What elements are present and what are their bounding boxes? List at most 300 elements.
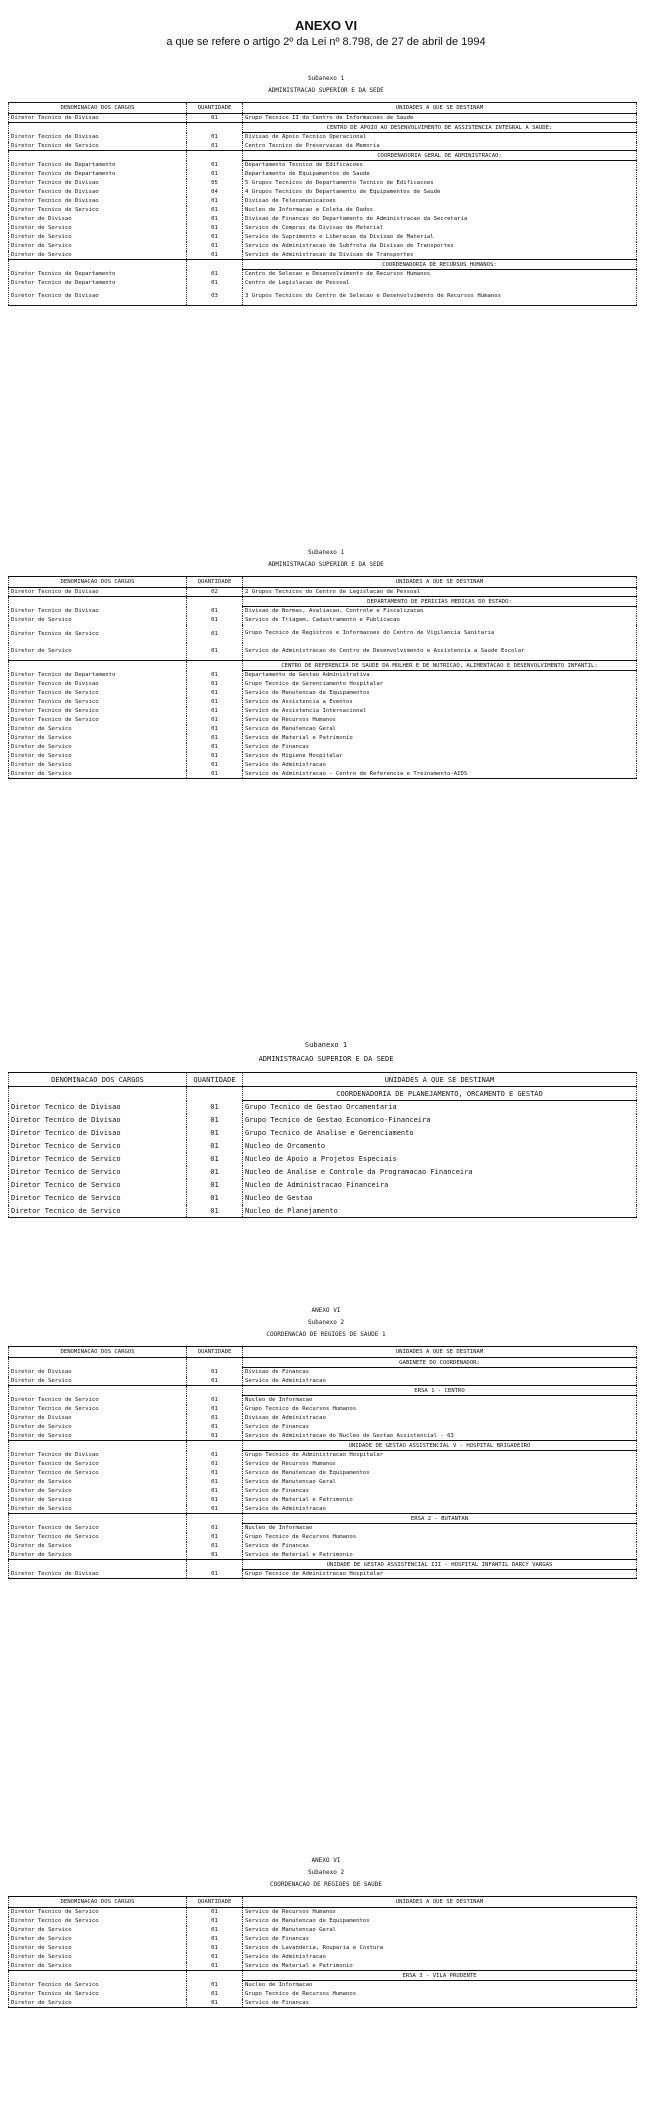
cargo-cell: Diretor Tecnico de Divisao <box>9 188 187 197</box>
unidade-cell: Servico de Suprimento e Liberacao da Divisao de Material <box>243 233 637 242</box>
group-header-row <box>9 1560 637 1570</box>
cargo-cell: Diretor Tecnico de Servico <box>9 1533 187 1542</box>
unidade-cell: Nucleo de Apoio a Projetos Especiais <box>243 1153 637 1166</box>
table-row <box>9 206 637 215</box>
table-row <box>9 1101 637 1114</box>
table-row <box>9 1962 637 1971</box>
table-row <box>9 188 637 197</box>
table-row <box>9 1533 637 1542</box>
unidade-cell: Servico de Financas <box>243 1542 637 1551</box>
subanexo-label: Subanexo 2 <box>307 1869 345 1876</box>
table-row <box>9 251 637 260</box>
table-row <box>9 1505 637 1514</box>
positions-table <box>8 576 637 779</box>
unidade-cell: 3 Grupos Tecnicos do Centro de Selecao e Desenvolvimento de Recursos Humanos <box>243 288 637 306</box>
quantidade-cell: 01 <box>187 671 243 680</box>
unidade-cell: Servico de Financas <box>243 1487 637 1496</box>
unidade-cell: Servico de Administracao <box>243 1953 637 1962</box>
table-row <box>9 761 637 770</box>
unidade-cell: Servico de Administracao - Centro de Referencia e Treinamento-AIDS <box>243 770 637 779</box>
table-row <box>9 1469 637 1478</box>
table-header-row <box>9 1347 637 1358</box>
cargo-cell: Diretor Tecnico de Divisao <box>9 1570 187 1579</box>
quantidade-cell: 01 <box>187 743 243 752</box>
quantidade-cell: 01 <box>187 215 243 224</box>
group-header-row <box>9 1514 637 1524</box>
cargo-cell: Diretor de Servico <box>9 1962 187 1971</box>
cargo-cell: Diretor de Servico <box>9 761 187 770</box>
table-row <box>9 279 637 288</box>
cargo-cell: Diretor Tecnico de Divisao <box>9 1101 187 1114</box>
empty-cell <box>187 1386 243 1396</box>
table-row <box>9 588 637 597</box>
table-row <box>9 1917 637 1926</box>
cargo-cell: Diretor de Servico <box>9 1935 187 1944</box>
quantidade-cell: 01 <box>187 114 243 123</box>
quantidade-cell: 01 <box>187 1192 243 1205</box>
section-caption: COORDENACAO DE REGIOES DE SAUDE 1 <box>266 1331 386 1338</box>
table-row <box>9 1377 637 1386</box>
table-row <box>9 1153 637 1166</box>
cargo-cell: Diretor de Servico <box>9 1926 187 1935</box>
column-header-unidades: UNIDADES A QUE SE DESTINAM <box>243 1897 637 1908</box>
quantidade-cell: 01 <box>187 1981 243 1990</box>
group-header-row <box>9 597 637 607</box>
table-row <box>9 689 637 698</box>
table-row <box>9 680 637 689</box>
group-header-row <box>9 260 637 270</box>
quantidade-cell: 01 <box>187 689 243 698</box>
table-row <box>9 1166 637 1179</box>
cargo-cell: Diretor de Servico <box>9 1551 187 1560</box>
table-row <box>9 1524 637 1533</box>
quantidade-cell: 01 <box>187 680 243 689</box>
table-row <box>9 607 637 616</box>
unidade-cell: Centro de Legislacao de Pessoal <box>243 279 637 288</box>
quantidade-cell: 01 <box>187 752 243 761</box>
group-title: ERSA 1 - CENTRO <box>243 1386 637 1396</box>
unidade-cell: Nucleo de Orcamento <box>243 1140 637 1153</box>
table-row <box>9 716 637 725</box>
table-row <box>9 1935 637 1944</box>
cargo-cell: Diretor Tecnico de Servico <box>9 1469 187 1478</box>
anexo-label: ANEXO VI <box>311 1857 341 1864</box>
quantidade-cell: 01 <box>187 1570 243 1579</box>
table-row <box>9 1451 637 1460</box>
cargo-cell: Diretor Tecnico de Servico <box>9 689 187 698</box>
unidade-cell: Grupo Tecnico de Recursos Humanos <box>243 1990 637 1999</box>
unidade-cell: Centro de Selecao e Desenvolvimento de Recursos Humanos <box>243 270 637 279</box>
unidade-cell: Servico de Administracao do Centro de Desenvolvimento e Assistencia a Saude Escolar <box>243 643 637 661</box>
group-title: COORDENADORIA DE PLANEJAMENTO, ORCAMENTO E GESTAO <box>243 1087 637 1101</box>
cargo-cell: Diretor de Servico <box>9 734 187 743</box>
cargo-cell: Diretor de Servico <box>9 1377 187 1386</box>
table-row <box>9 1487 637 1496</box>
group-header-row <box>9 1087 637 1101</box>
cargo-cell: Diretor de Servico <box>9 1423 187 1432</box>
quantidade-cell: 01 <box>187 270 243 279</box>
column-header-quantidade: QUANTIDADE <box>187 1897 243 1908</box>
cargo-cell: Diretor de Servico <box>9 1505 187 1514</box>
empty-cell <box>9 1087 187 1101</box>
cargo-cell: Diretor Tecnico de Departamento <box>9 279 187 288</box>
cargo-cell: Diretor de Divisao <box>9 1414 187 1423</box>
cargo-cell: Diretor Tecnico de Divisao <box>9 197 187 206</box>
quantidade-cell: 01 <box>187 1460 243 1469</box>
table-row <box>9 114 637 123</box>
cargo-cell: Diretor de Servico <box>9 752 187 761</box>
quantidade-cell: 01 <box>187 734 243 743</box>
unidade-cell: Servico de Material e Patrimonio <box>243 1496 637 1505</box>
column-header-unidades: UNIDADES A QUE SE DESTINAM <box>243 1347 637 1358</box>
table-row <box>9 1981 637 1990</box>
quantidade-cell: 01 <box>187 616 243 625</box>
cargo-cell: Diretor Tecnico de Servico <box>9 698 187 707</box>
empty-cell <box>187 597 243 607</box>
cargo-cell: Diretor Tecnico de Servico <box>9 1140 187 1153</box>
table-row <box>9 1114 637 1127</box>
group-header-row <box>9 1386 637 1396</box>
table-row <box>9 643 637 661</box>
quantidade-cell: 01 <box>187 1478 243 1487</box>
table-row <box>9 270 637 279</box>
unidade-cell: Servico de Higiene Hospitalar <box>243 752 637 761</box>
cargo-cell: Diretor de Divisao <box>9 215 187 224</box>
unidade-cell: Grupo Tecnico de Gestao Orcamentaria <box>243 1101 637 1114</box>
quantidade-cell: 01 <box>187 1205 243 1218</box>
table-header-row <box>9 1073 637 1087</box>
empty-cell <box>187 123 243 133</box>
cargo-cell: Diretor de Servico <box>9 1487 187 1496</box>
unidade-cell: Servico de Administracao do Nucleo de Gestao Assistencial - 63 <box>243 1432 637 1441</box>
quantidade-cell: 01 <box>187 206 243 215</box>
group-header-row <box>9 1971 637 1981</box>
unidade-cell: Servico de Material e Patrimonio <box>243 734 637 743</box>
positions-table <box>8 1346 637 1579</box>
table-row <box>9 1496 637 1505</box>
unidade-cell: Grupo Tecnico de Administracao Hospitalar <box>243 1570 637 1579</box>
cargo-cell: Diretor de Servico <box>9 725 187 734</box>
quantidade-cell: 01 <box>187 1533 243 1542</box>
quantidade-cell: 01 <box>187 1153 243 1166</box>
quantidade-cell: 01 <box>187 770 243 779</box>
unidade-cell: Nucleo de Planejamento <box>243 1205 637 1218</box>
unidade-cell: Divisao de Financas <box>243 1368 637 1377</box>
empty-cell <box>9 1441 187 1451</box>
table-row <box>9 215 637 224</box>
table-row <box>9 233 637 242</box>
subanexo-label: Subanexo 1 <box>307 75 345 82</box>
quantidade-cell: 01 <box>187 1114 243 1127</box>
quantidade-cell: 01 <box>187 1469 243 1478</box>
cargo-cell: Diretor de Servico <box>9 233 187 242</box>
quantidade-cell: 01 <box>187 1396 243 1405</box>
table-header-row <box>9 103 637 114</box>
quantidade-cell: 01 <box>187 1953 243 1962</box>
group-header-row <box>9 151 637 161</box>
empty-cell <box>9 1358 187 1368</box>
column-header-unidades: UNIDADES A QUE SE DESTINAM <box>243 577 637 588</box>
empty-cell <box>9 1514 187 1524</box>
quantidade-cell: 03 <box>187 288 243 306</box>
quantidade-cell: 01 <box>187 1377 243 1386</box>
quantidade-cell: 01 <box>187 1405 243 1414</box>
unidade-cell: Divisao de Financas do Departamento de Administracao da Secretaria <box>243 215 637 224</box>
cargo-cell: Diretor de Servico <box>9 1999 187 2008</box>
table-row <box>9 161 637 170</box>
cargo-cell: Diretor de Servico <box>9 251 187 260</box>
cargo-cell: Diretor Tecnico de Servico <box>9 1405 187 1414</box>
unidade-cell: Servico de Recursos Humanos <box>243 716 637 725</box>
empty-cell <box>9 1971 187 1981</box>
table-row <box>9 224 637 233</box>
unidade-cell: Nucleo de Gestao <box>243 1192 637 1205</box>
unidade-cell: Departamento de Equipamentos de Saude <box>243 170 637 179</box>
quantidade-cell: 01 <box>187 1368 243 1377</box>
cargo-cell: Diretor de Servico <box>9 1953 187 1962</box>
cargo-cell: Diretor de Servico <box>9 1944 187 1953</box>
column-header-cargo: DENOMINACAO DOS CARGOS <box>9 103 187 114</box>
quantidade-cell: 01 <box>187 1990 243 1999</box>
subanexo-label: Subanexo 2 <box>307 1319 345 1326</box>
cargo-cell: Diretor de Servico <box>9 1542 187 1551</box>
unidade-cell: Servico de Administracao de Subfrota da Divisao de Transportes <box>243 242 637 251</box>
cargo-cell: Diretor Tecnico de Divisao <box>9 680 187 689</box>
quantidade-cell: 01 <box>187 707 243 716</box>
quantidade-cell: 01 <box>187 1524 243 1533</box>
table-row <box>9 170 637 179</box>
unidade-cell: Nucleo de Informacao <box>243 1396 637 1405</box>
cargo-cell: Diretor Tecnico de Servico <box>9 1396 187 1405</box>
unidade-cell: Grupo Tecnico de Recursos Humanos <box>243 1533 637 1542</box>
group-header-row <box>9 1441 637 1451</box>
unidade-cell: Nucleo de Informacao <box>243 1981 637 1990</box>
unidade-cell: Grupo Tecnico de Gerenciamento Hospitalar <box>243 680 637 689</box>
column-header-unidades: UNIDADES A QUE SE DESTINAM <box>243 103 637 114</box>
quantidade-cell: 01 <box>187 161 243 170</box>
group-title: UNIDADE DE GESTAO ASSISTENCIAL V - HOSPITAL BRIGADEIRO <box>243 1441 637 1451</box>
table-row <box>9 725 637 734</box>
table-row <box>9 1926 637 1935</box>
table-header-row <box>9 1897 637 1908</box>
table-row <box>9 142 637 151</box>
table-row <box>9 707 637 716</box>
unidade-cell: Servico de Financas <box>243 1999 637 2008</box>
annex-subtitle: a que se refere o artigo 2º da Lei nº 8.798, de 27 de abril de 1994 <box>166 36 486 48</box>
quantidade-cell: 01 <box>187 279 243 288</box>
positions-table <box>8 1896 637 2008</box>
cargo-cell: Diretor Tecnico de Departamento <box>9 270 187 279</box>
quantidade-cell: 01 <box>187 1140 243 1153</box>
cargo-cell: Diretor de Servico <box>9 770 187 779</box>
unidade-cell: Grupo Tecnico de Analise e Gerenciamento <box>243 1127 637 1140</box>
quantidade-cell: 01 <box>187 1542 243 1551</box>
empty-cell <box>187 1560 243 1570</box>
quantidade-cell: 01 <box>187 1101 243 1114</box>
unidade-cell: Servico de Financas <box>243 743 637 752</box>
unidade-cell: Grupo Tecnico de Gestao Economico-Financeira <box>243 1114 637 1127</box>
cargo-cell: Diretor Tecnico de Divisao <box>9 1127 187 1140</box>
group-title: CENTRO DE REFERENCIA DE SAUDE DA MULHER E DE NUTRICAO, ALIMENTACAO E DESENVOLVIMENTO INFANTIL: <box>243 661 637 671</box>
section-caption: ADMINISTRACAO SUPERIOR E DA SEDE <box>268 87 384 94</box>
unidade-cell: Grupo Tecnico de Recursos Humanos <box>243 1405 637 1414</box>
cargo-cell: Diretor de Servico <box>9 1432 187 1441</box>
quantidade-cell: 01 <box>187 725 243 734</box>
cargo-cell: Diretor Tecnico de Servico <box>9 1166 187 1179</box>
table-row <box>9 1432 637 1441</box>
cargo-cell: Diretor Tecnico de Departamento <box>9 161 187 170</box>
cargo-cell: Diretor de Servico <box>9 224 187 233</box>
column-header-cargo: DENOMINACAO DOS CARGOS <box>9 577 187 588</box>
positions-table <box>8 102 637 306</box>
quantidade-cell: 01 <box>187 1551 243 1560</box>
column-header-unidades: UNIDADES A QUE SE DESTINAM <box>243 1073 637 1087</box>
cargo-cell: Diretor de Servico <box>9 1478 187 1487</box>
empty-cell <box>9 151 187 161</box>
cargo-cell: Diretor Tecnico de Divisao <box>9 133 187 142</box>
table-row <box>9 133 637 142</box>
cargo-cell: Diretor de Servico <box>9 616 187 625</box>
cargo-cell: Diretor Tecnico de Divisao <box>9 114 187 123</box>
unidade-cell: Nucleo de Administracao Financeira <box>243 1179 637 1192</box>
cargo-cell: Diretor de Servico <box>9 1496 187 1505</box>
table-row <box>9 1944 637 1953</box>
cargo-cell: Diretor Tecnico de Divisao <box>9 607 187 616</box>
empty-cell <box>9 1560 187 1570</box>
empty-cell <box>9 260 187 270</box>
cargo-cell: Diretor Tecnico de Departamento <box>9 170 187 179</box>
group-header-row <box>9 1358 637 1368</box>
quantidade-cell: 01 <box>187 1999 243 2008</box>
unidade-cell: Servico de Administracao <box>243 761 637 770</box>
subanexo-label: Subanexo 1 <box>307 549 345 556</box>
anexo-label: ANEXO VI <box>311 1307 341 1314</box>
table-row <box>9 197 637 206</box>
quantidade-cell: 01 <box>187 1414 243 1423</box>
unidade-cell: Divisao de Administracao <box>243 1414 637 1423</box>
unidade-cell: Divisao de Normas, Avaliacao, Controle e Fiscalizacao <box>243 607 637 616</box>
table-row <box>9 242 637 251</box>
quantidade-cell: 01 <box>187 1962 243 1971</box>
unidade-cell: Servico de Financas <box>243 1935 637 1944</box>
quantidade-cell: 01 <box>187 251 243 260</box>
group-title: UNIDADE DE GESTAO ASSISTENCIAL III - HOSPITAL INFANTIL DARCY VARGAS <box>243 1560 637 1570</box>
table-row <box>9 1179 637 1192</box>
table-row <box>9 625 637 643</box>
empty-cell <box>187 151 243 161</box>
cargo-cell: Diretor Tecnico de Servico <box>9 1908 187 1917</box>
cargo-cell: Diretor Tecnico de Servico <box>9 142 187 151</box>
unidade-cell: 5 Grupos Tecnicos do Departamento Tecnico de Edificacoes <box>243 179 637 188</box>
group-title: COORDENADORIA DE RECURSOS HUMANOS: <box>243 260 637 270</box>
table-row <box>9 1999 637 2008</box>
cargo-cell: Diretor de Servico <box>9 643 187 661</box>
table-row <box>9 1396 637 1405</box>
column-header-quantidade: QUANTIDADE <box>187 577 243 588</box>
quantidade-cell: 01 <box>187 170 243 179</box>
table-row <box>9 1551 637 1560</box>
quantidade-cell: 01 <box>187 761 243 770</box>
unidade-cell: 4 Grupos Tecnicos do Departamento de Equipamentos de Saude <box>243 188 637 197</box>
table-row <box>9 1478 637 1487</box>
cargo-cell: Diretor Tecnico de Divisao <box>9 1451 187 1460</box>
group-title: ERSA 3 - VILA PRUDENTE <box>243 1971 637 1981</box>
cargo-cell: Diretor Tecnico de Servico <box>9 1917 187 1926</box>
cargo-cell: Diretor Tecnico de Divisao <box>9 588 187 597</box>
unidade-cell: Servico de Lavanderia, Rouparia e Costura <box>243 1944 637 1953</box>
subanexo-label: Subanexo 1 <box>304 1041 348 1049</box>
unidade-cell: Servico de Assistencia a Eventos <box>243 698 637 707</box>
table-row <box>9 1908 637 1917</box>
column-header-quantidade: QUANTIDADE <box>187 103 243 114</box>
unidade-cell: Nucleo de Informacao <box>243 1524 637 1533</box>
unidade-cell: Servico de Manutencao Geral <box>243 1478 637 1487</box>
empty-cell <box>9 661 187 671</box>
unidade-cell: Servico de Triagem, Cadastramento e Publicacao <box>243 616 637 625</box>
table-row <box>9 743 637 752</box>
empty-cell <box>187 1971 243 1981</box>
column-header-cargo: DENOMINACAO DOS CARGOS <box>9 1897 187 1908</box>
cargo-cell: Diretor de Servico <box>9 242 187 251</box>
cargo-cell: Diretor Tecnico de Divisao <box>9 179 187 188</box>
table-row <box>9 1953 637 1962</box>
unidade-cell: Centro Tecnico de Preservacao da Memoria <box>243 142 637 151</box>
group-title: COORDENADORIA GERAL DE ADMINISTRACAO: <box>243 151 637 161</box>
cargo-cell: Diretor Tecnico de Divisao <box>9 1114 187 1127</box>
table-row <box>9 1405 637 1414</box>
group-title: GABINETE DO COORDENADOR: <box>243 1358 637 1368</box>
cargo-cell: Diretor de Servico <box>9 743 187 752</box>
cargo-cell: Diretor Tecnico de Servico <box>9 1524 187 1533</box>
unidade-cell: Servico de Compras da Divisao de Material <box>243 224 637 233</box>
quantidade-cell: 01 <box>187 1127 243 1140</box>
unidade-cell: Divisao de Telecomunicacoes <box>243 197 637 206</box>
group-header-row <box>9 123 637 133</box>
unidade-cell: Divisao de Apoio Tecnico Operacional <box>243 133 637 142</box>
empty-cell <box>9 1386 187 1396</box>
empty-cell <box>187 1441 243 1451</box>
empty-cell <box>9 123 187 133</box>
quantidade-cell: 01 <box>187 1179 243 1192</box>
quantidade-cell: 01 <box>187 607 243 616</box>
quantidade-cell: 01 <box>187 1487 243 1496</box>
table-row <box>9 1414 637 1423</box>
cargo-cell: Diretor Tecnico de Divisao <box>9 288 187 306</box>
cargo-cell: Diretor Tecnico de Servico <box>9 1153 187 1166</box>
unidade-cell: Servico de Material e Patrimonio <box>243 1551 637 1560</box>
positions-table <box>8 1072 637 1218</box>
cargo-cell: Diretor Tecnico de Servico <box>9 716 187 725</box>
column-header-cargo: DENOMINACAO DOS CARGOS <box>9 1073 187 1087</box>
quantidade-cell: 01 <box>187 1496 243 1505</box>
section-caption: ADMINISTRACAO SUPERIOR E DA SEDE <box>268 561 384 568</box>
quantidade-cell: 04 <box>187 188 243 197</box>
unidade-cell: Servico de Manutencao de Equipamentos <box>243 1917 637 1926</box>
unidade-cell: 2 Grupos Tecnicos do Centro de Legislacao de Pessoal <box>243 588 637 597</box>
table-row <box>9 1423 637 1432</box>
section-caption: ADMINISTRACAO SUPERIOR E DA SEDE <box>258 1055 394 1063</box>
quantidade-cell: 01 <box>187 1917 243 1926</box>
quantidade-cell: 01 <box>187 625 243 643</box>
quantidade-cell: 01 <box>187 133 243 142</box>
quantidade-cell: 01 <box>187 1423 243 1432</box>
table-row <box>9 1570 637 1579</box>
unidade-cell: Servico de Assistencia Internacional <box>243 707 637 716</box>
unidade-cell: Servico de Material e Patrimonio <box>243 1962 637 1971</box>
quantidade-cell: 01 <box>187 1432 243 1441</box>
table-header-row <box>9 577 637 588</box>
table-row <box>9 1368 637 1377</box>
